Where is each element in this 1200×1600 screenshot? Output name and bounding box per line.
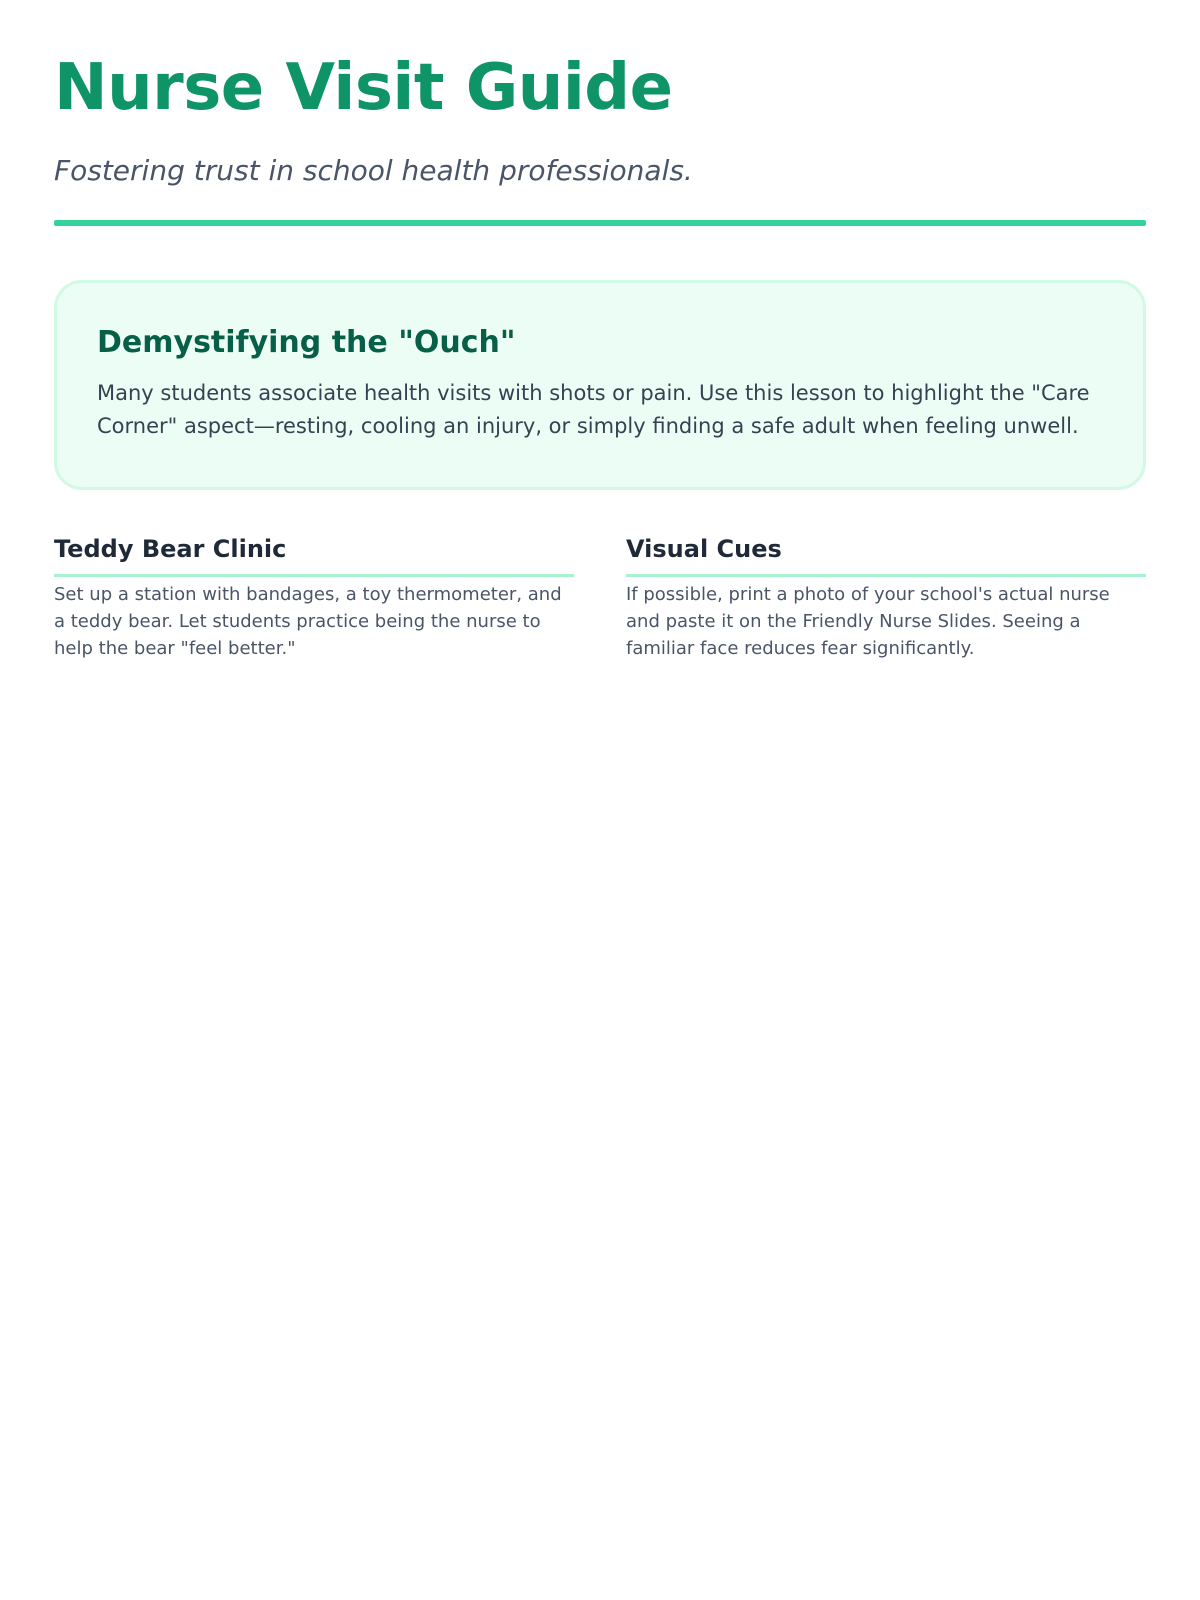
page-title: Nurse Visit Guide <box>54 51 673 125</box>
callout-box <box>54 280 1146 490</box>
callout-text: Many students associate health visits with shots or pain. Use this lesson to highlight the "Care Corner" aspect—resting, cooling an injury, or simply finding a safe adult when feeling unwell. <box>97 381 1090 438</box>
page-subtitle: Fostering trust in school health professionals. <box>54 154 693 187</box>
tip-teddy-bear-clinic <box>54 532 574 662</box>
tip-text: Set up a station with bandages, a toy thermometer, and a teddy bear. Let students practice being the nurse to help the bear "feel better." <box>54 584 562 659</box>
tip-text: If possible, print a photo of your school's actual nurse and paste it on the Friendly Nurse Slides. Seeing a familiar face reduces fear significantly. <box>626 584 1110 659</box>
tips-columns <box>54 532 1146 662</box>
tip-visual-cues <box>626 532 1146 662</box>
callout-title: Demystifying the "Ouch" <box>97 325 516 360</box>
tip-title: Visual Cues <box>626 532 1146 577</box>
tip-title: Teddy Bear Clinic <box>54 532 574 577</box>
title-divider <box>54 220 1146 226</box>
